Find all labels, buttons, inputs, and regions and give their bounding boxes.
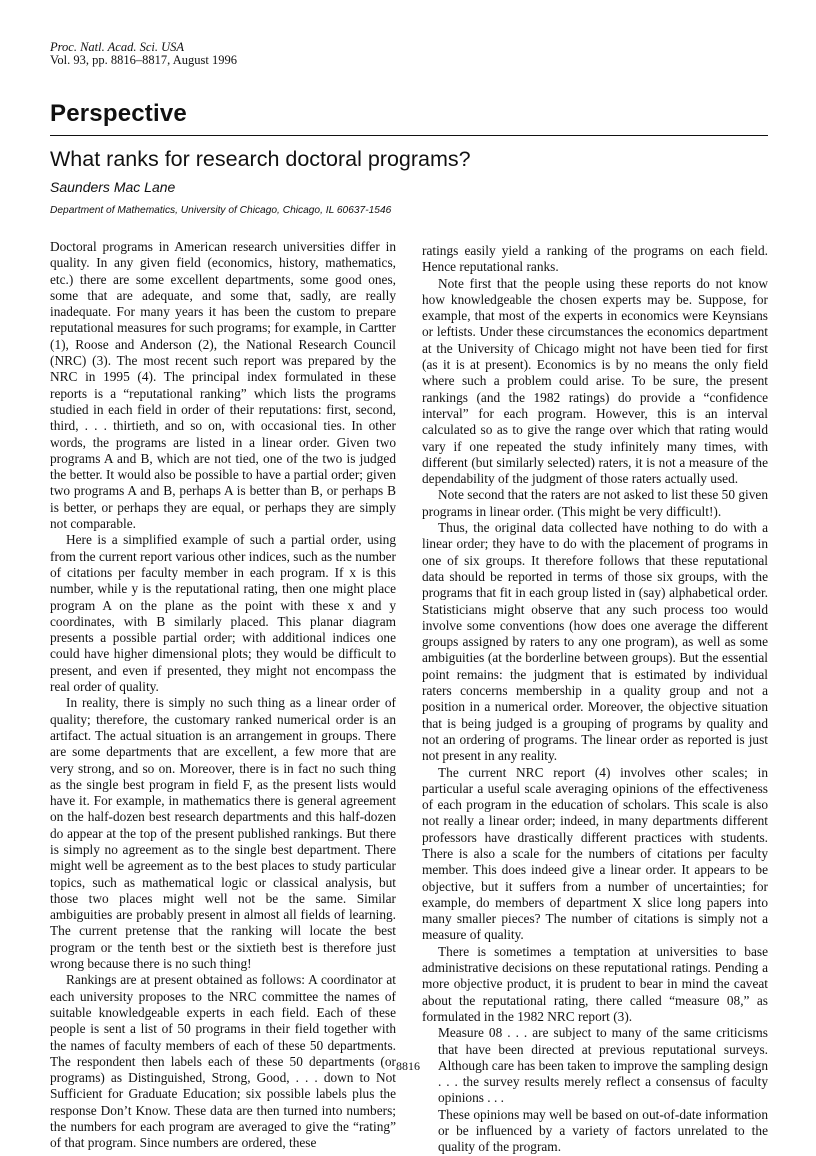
block-quote: Measure 08 . . . are subject to many of the same criticisms that have been directed at previous reputational surveys. Although care has been taken to improve the sampling design . . . the survey results merely reflect a consensus of faculty opinions . . . [438, 1025, 768, 1106]
paragraph: In reality, there is simply no such thing as a linear order of quality; therefore, the customary ranked numerical order is an artifact. The actual situation is an arrangement in groups. There are some departments that are excellent, a few more that are very strong, and so on. Moreover, there is in fact no such thing as the single best program in field F, as the present lists would have it. For example, in mathematics there is general agreement on the half-dozen best research departments and this half-dozen do appear at the top of the present published rankings. But there is simply no agreement as to the single best department. There might well be agreement as to the best places to study particular topics, such as mathematical logic or classical analysis, but those two places might well not be the same. Similar ambiguities are probably present in almost all fields of learning. The current pretense that the ranking will locate the best program or the tenth best or the sixtieth best is therefore just wrong because there is no such thing! [50, 695, 396, 972]
paragraph: There is sometimes a temptation at universities to base administrative decisions on these reputational ratings. Pending a more objective product, it is prudent to bear in mind the caveat about the reputational rating, there called “measure 08,” as formulated in the 1982 NRC report (3). [422, 943, 768, 1024]
section-heading: Perspective [50, 100, 187, 127]
paragraph: Note first that the people using these reports do not know how knowledgeable the chosen experts may be. Suppose, for example, that most of the experts in economics were Keynsians or leftists. Under these circumstances the economics department at the University of Chicago might not have been tied for first (as it is at present). Economics is by no means the only field where such a problem could arise. To be sure, the present rankings (and the 1982 ratings) do provide a “confidence interval” for each program. However, this is an interval calculated so as to give the range over which that rating would vary if one repeated the study infinitely many times, with different (but similarly selected) raters, it is not a measure of the dependability of the judgment of those raters actually used. [422, 275, 768, 487]
section-rule [50, 135, 768, 136]
paragraph: The current NRC report (4) involves other scales; in particular a useful scale averaging opinions of the effectiveness of each program in the education of scholars. This scale is also not really a linear order; indeed, in many departments different professors have drastically different practices with students. There is also a scale for the numbers of citations per faculty member. This does indeed give a linear order. It appears to be objective, but it suffers from a number of uncertainties; for example, do members of department X slice long papers into many smaller pieces? The number of citations is simply not a measure of quality. [422, 764, 768, 943]
paragraph: Thus, the original data collected have nothing to do with a linear order; they have to do with the placement of programs in one of six groups. It therefore follows that these reputational data should be reported in terms of those six groups, with the programs that fit in each group listed in (say) alphabetical order. Statisticians might observe that any such process too would involve some conventions (how does one average the different groups assigned by raters to any one program), as well as some ambiguities (at the borderline between groups). But the essential point remains: the judgment that is estimated by individual raters concerns membership in a quality group and not a position in a numerical order. Moreover, the objective situation that is being judged is a grouping of programs by quality and not an ordering of programs. The linear order as reported is just not present in any reality. [422, 520, 768, 764]
paragraph: Doctoral programs in American research universities differ in quality. In any given field (economics, history, mathematics, etc.) there are some excellent departments, some good ones, some that are adequate, and some that, sadly, are really inadequate. For many years it has been the custom to prepare reputational measures for such programs; for example, in Cartter (1), Roose and Anderson (2), the National Research Council (NRC) (3). The most recent such report was prepared by the NRC in 1995 (4). The principal index formulated in these reports is a “reputational ranking” which lists the programs studied in each field in order of their reputations: first, second, third, . . . thirtieth, and so on, with occasional ties. In other words, the programs are listed in a linear order. Given two programs A and B, which are not tied, one of the two is judged the better. It would also be possible to have a partial order; given two programs A and B, perhaps A is better than B, or perhaps B is better, or perhaps they are equal, or perhaps they are simply not comparable. [50, 239, 396, 532]
author-affiliation: Department of Mathematics, University of Chicago, Chicago, IL 60637-1546 [50, 205, 392, 216]
volume-info: Vol. 93, pp. 8816–8817, August 1996 [50, 53, 237, 67]
paragraph: Rankings are at present obtained as follows: A coordinator at each university proposes to the NRC committee the names of suitable knowledgeable experts in each field. Each of these people is sent a list of 50 programs in their field together with the names of faculty members of each of these 50 departments. The respondent then labels each of these 50 departments (or programs) as Distinguished, Strong, Good, . . . down to Not Sufficient for Graduate Education; six possible labels plus the response Don’t Know. These data are then turned into numbers; the numbers for each program are averaged to give the “rating” of that program. Since numbers are ordered, these [50, 972, 396, 1151]
paragraph: Here is a simplified example of such a partial order, using from the current report various other indices, such as the number of citations per faculty member in each program. If x is this number, while y is the reputational rating, then one might place program A on the plane as the point with these x and y coordinates, with B similarly placed. This planar diagram presents a possible partial order; with additional indices one could have higher dimensional plots; they would be difficult to present, and even if presented, they might not encompass the real order of quality. [50, 532, 396, 695]
right-column [422, 243, 768, 1156]
left-column [50, 239, 396, 1152]
article-title: What ranks for research doctoral programs? [50, 147, 471, 171]
journal-header [50, 41, 237, 67]
block-quote: These opinions may well be based on out-of-date information or be influenced by a variety of factors unrelated to the quality of the program. [438, 1106, 768, 1155]
paragraph-continuation: ratings easily yield a ranking of the programs on each field. Hence reputational ranks. [422, 243, 768, 275]
page-number: 8816 [396, 1059, 420, 1073]
article-author: Saunders Mac Lane [50, 179, 176, 195]
paragraph: Note second that the raters are not asked to list these 50 given programs in linear order. (This might be very difficult!). [422, 487, 768, 519]
journal-name: Proc. Natl. Acad. Sci. USA [50, 40, 185, 54]
